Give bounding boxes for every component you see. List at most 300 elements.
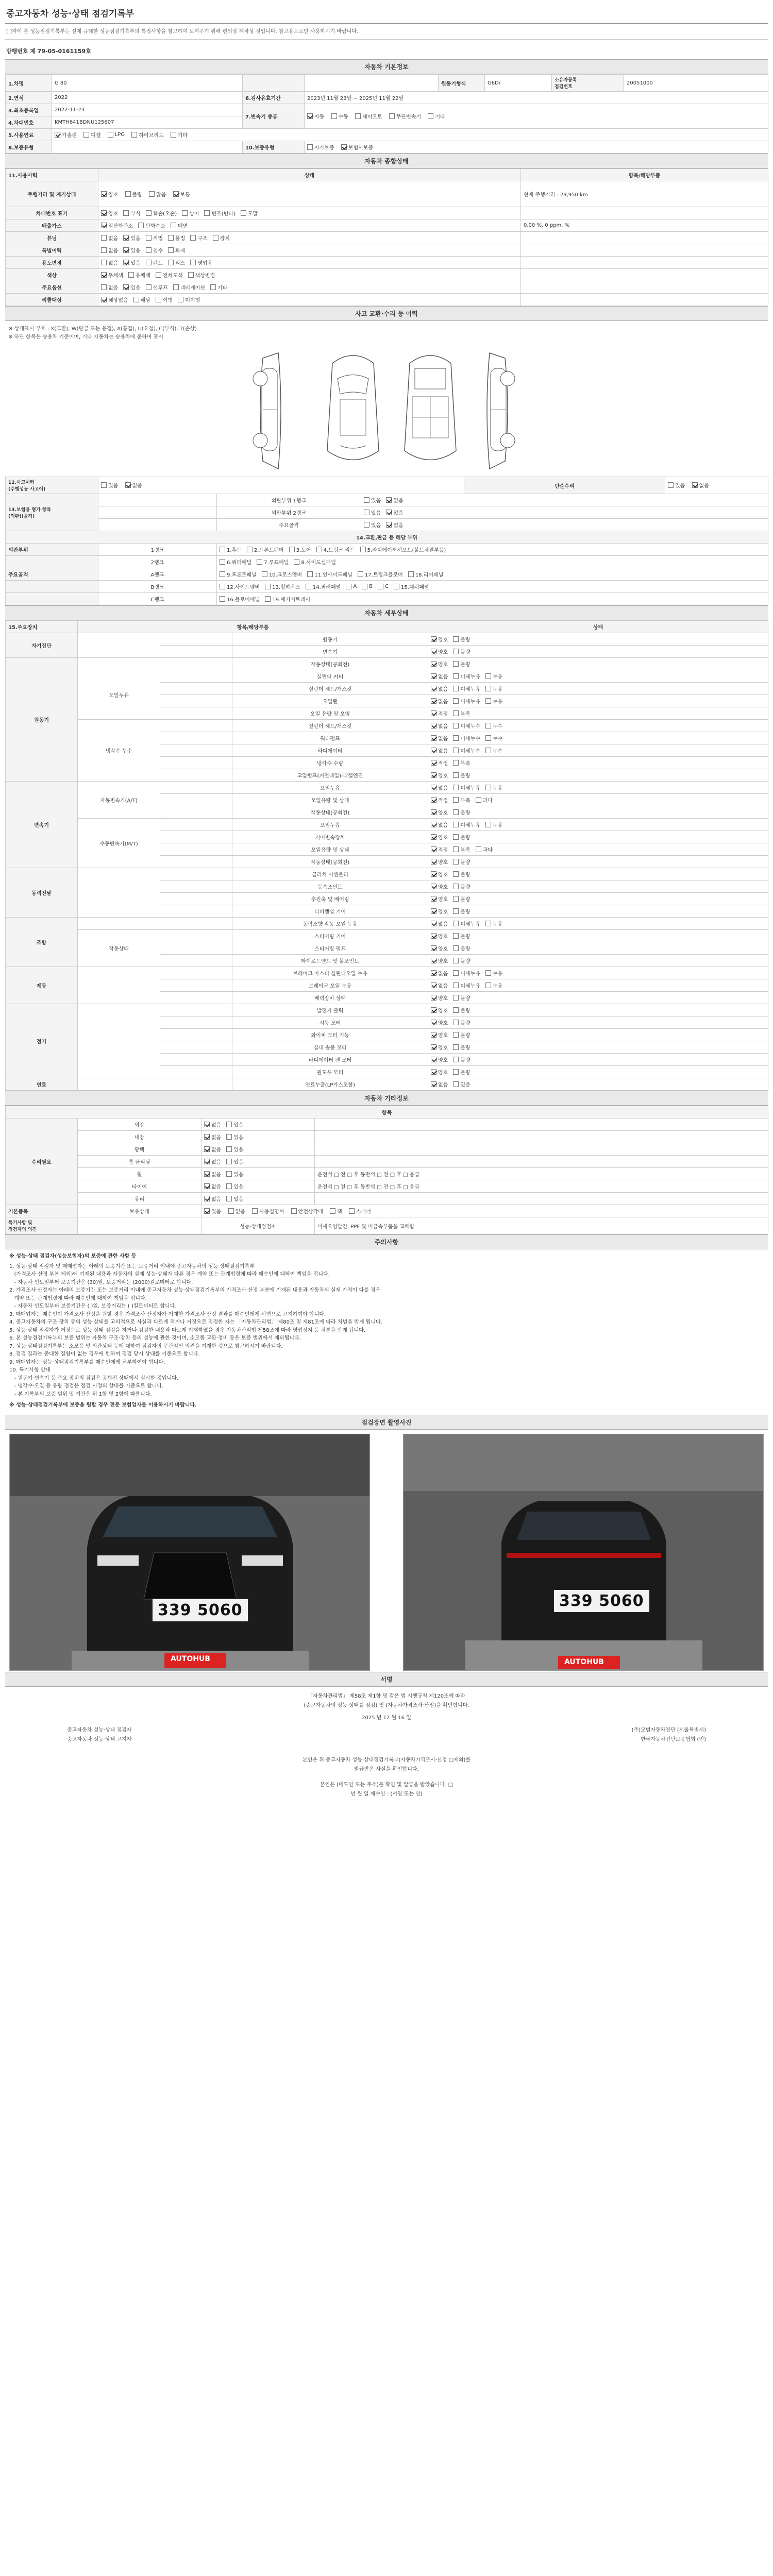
detail-spacer [160,1054,232,1066]
detail-checkbox[interactable] [431,797,436,803]
other-checkbox-yes[interactable] [226,1171,232,1177]
accident-options: 있음 없음 [98,477,464,494]
other-checkbox-yes[interactable] [226,1196,232,1201]
car-name-value: G 80 [52,75,243,92]
overall-row-options: 일산화탄소 탄화수소 매연 [98,219,521,232]
detail-checkbox[interactable] [485,723,491,728]
other-checkbox-yes[interactable] [226,1159,232,1164]
overall-3-checkbox-0[interactable] [101,247,107,253]
detail-checkbox[interactable] [431,1081,436,1087]
parts-items: 16.플로어패널 19.패키지트레이 [217,593,768,605]
overall-6-checkbox-3[interactable] [173,284,179,290]
overall-row-value [521,207,768,219]
detail-checkbox[interactable] [453,785,459,790]
other-checkbox-yes[interactable] [226,1183,232,1189]
detail-checkbox[interactable] [431,673,436,679]
detail-status: 없음 미세누유 누유 [428,670,768,683]
checkbox-manual[interactable] [331,113,337,119]
detail-checkbox[interactable] [485,673,491,679]
detail-checkbox[interactable] [431,661,436,667]
detail-checkbox[interactable] [453,1081,459,1087]
overall-row-label: 차대번호 표기 [6,207,98,219]
caution-line: 7. 성능·상태점검기록부는 소모품 및 외관상태 등에 대하여 점검자의 주관적인 의견을 기재한 것으로 참고하시기 바랍니다. [9,1343,283,1349]
detail-checkbox[interactable] [453,723,459,728]
other-checkbox-yes[interactable] [226,1122,232,1127]
detail-checkbox[interactable] [431,1069,436,1075]
overall-1-checkbox-1[interactable] [138,223,144,228]
overall-1-checkbox-0[interactable] [101,223,107,228]
section-detail-title: 자동차 세부상태 [5,605,768,620]
detail-checkbox[interactable] [453,698,459,704]
overall-row-options: 없음 있음 렌트 리스 영업용 [98,257,521,269]
detail-checkbox[interactable] [431,871,436,877]
detail-checkbox[interactable] [453,871,459,877]
detail-checkbox[interactable] [453,673,459,679]
detail-checkbox[interactable] [453,945,459,951]
overall-0-checkbox-3[interactable] [182,210,188,216]
overall-4-checkbox-4[interactable] [190,260,196,265]
overall-6-checkbox-2[interactable] [146,284,152,290]
overall-7-checkbox-3[interactable] [178,297,183,302]
detail-group: 전기 [6,1004,78,1078]
checkbox-hybrid[interactable] [131,132,137,138]
overall-2-checkbox-2[interactable] [146,235,152,241]
detail-spacer [160,1016,232,1029]
detail-checkbox[interactable] [453,884,459,889]
detail-spacer [160,1078,232,1091]
photo-front [9,1434,370,1671]
basic-items-label: 기본품목 [6,1205,78,1217]
detail-part: 등속조인트 [232,880,428,893]
detail-checkbox[interactable] [453,1069,459,1075]
part-checkbox[interactable] [220,547,225,552]
detail-checkbox[interactable] [431,1044,436,1050]
detail-checkbox[interactable] [431,636,436,642]
detail-subgroup [78,918,160,930]
part-checkbox[interactable] [360,547,366,552]
checkbox-rank1-no[interactable] [386,497,392,503]
detail-status: 양호 불량 [428,955,768,967]
detail-checkbox[interactable] [485,748,491,753]
other-checkbox-no[interactable] [204,1159,210,1164]
detail-checkbox[interactable] [431,1020,436,1025]
checkbox-frame-yes[interactable] [364,522,369,528]
front-car-illustration [10,1434,370,1671]
other-options: 없음 있음 [201,1168,315,1180]
detail-checkbox[interactable] [431,921,436,926]
overall-5-checkbox-2[interactable] [156,272,161,278]
detail-checkbox[interactable] [453,797,459,803]
detail-checkbox[interactable] [453,772,459,778]
detail-group: 조향 [6,918,78,967]
detail-part: 고압펌프(커먼레일)-디젤엔진 [232,769,428,782]
overall-4-checkbox-3[interactable] [168,260,174,265]
simple-repair-label: 단순수리 [464,477,665,494]
detail-status: 적정 부족 과다 [428,843,768,856]
detail-checkbox[interactable] [431,748,436,753]
detail-checkbox[interactable] [431,772,436,778]
part-checkbox[interactable] [306,584,311,589]
checkbox-rank2-yes[interactable] [364,510,369,515]
checkbox-accident-yes[interactable] [101,482,107,488]
overall-7-checkbox-2[interactable] [156,297,161,302]
overall-7-checkbox-0[interactable] [101,297,107,302]
parts-group [6,556,98,568]
caution-line: - 냉각수·오일 등 유량 점검은 점검 시점의 상태를 기준으로 합니다. [9,1383,164,1389]
other-item: 외장 [78,1118,201,1131]
overall-6-checkbox-4[interactable] [210,284,216,290]
detail-checkbox[interactable] [453,1007,459,1013]
overall-2-checkbox-5[interactable] [213,235,219,241]
detail-checkbox[interactable] [485,698,491,704]
detail-part: 연료누출(LP가스포함) [232,1078,428,1091]
part-checkbox[interactable] [307,571,313,577]
other-options: 없음 있음 [201,1143,315,1156]
detail-checkbox[interactable] [485,822,491,827]
detail-status: 양호 불량 [428,880,768,893]
detail-checkbox[interactable] [431,933,436,939]
overall-0-checkbox-4[interactable] [204,210,210,216]
detail-checkbox[interactable] [485,686,491,691]
detail-checkbox[interactable] [431,834,436,840]
detail-status: 양호 불량 [428,942,768,955]
part-checkbox[interactable] [346,584,351,589]
other-checkbox-no[interactable] [204,1183,210,1189]
other-checkbox-yes[interactable] [226,1146,232,1152]
other-item: 룸 클리닝 [78,1156,201,1168]
detail-checkbox[interactable] [485,735,491,741]
checkbox-accident-no[interactable] [125,482,131,488]
detail-spacer [160,955,232,967]
detail-subgroup [78,658,160,670]
detail-checkbox[interactable] [453,735,459,741]
detail-part: 오일팬 [232,695,428,707]
checkbox-mileage-many[interactable] [149,191,155,197]
caution-line: 3. 매매업자는 매수인이 가격조사·산정을 원할 경우 가격조사·산정자가 기재한 가격조사·산정 결과를 매수인에게 서면으로 고지하여야 합니다. [9,1311,326,1317]
detail-checkbox[interactable] [476,846,481,852]
part-checkbox[interactable] [294,559,299,565]
detail-checkbox[interactable] [485,785,491,790]
other-extra [315,1156,768,1168]
part-checkbox[interactable] [394,584,399,589]
detail-group: 원동기 [6,658,78,782]
other-checkbox-yes[interactable] [226,1134,232,1140]
detail-checkbox[interactable] [453,970,459,976]
part-checkbox[interactable] [220,559,225,565]
detail-checkbox[interactable] [431,1057,436,1062]
part-checkbox[interactable] [220,571,225,577]
detail-checkbox[interactable] [453,1020,459,1025]
inspection-validity-label: 6.검사유효기간 [243,92,305,104]
detail-checkbox[interactable] [453,859,459,865]
detail-checkbox[interactable] [485,970,491,976]
part-checkbox[interactable] [220,596,225,602]
caution-line: 6. 본 성능점검기록부의 보증 범위는 자동차 구조·장치 등의 성능에 관한 것이며, 소모품 교환·정비 등은 보증 범위에서 제외됩니다. [9,1335,301,1341]
detail-part: 브레이크 마스터 실린더오일 누유 [232,967,428,979]
detail-status: 양호 불량 [428,658,768,670]
detail-checkbox[interactable] [431,686,436,691]
detail-checkbox[interactable] [431,958,436,963]
detail-checkbox[interactable] [453,846,459,852]
detail-head-item: 항목/해당부품 [78,621,428,633]
owner-number-label: 소유자등록 점검번호 [552,75,624,92]
detail-checkbox[interactable] [485,982,491,988]
checkbox-self-warranty[interactable] [307,144,313,150]
detail-status: 없음 미세누수 누수 [428,744,768,757]
car-left-side-view [253,353,281,469]
checkbox-rank1-yes[interactable] [364,497,369,503]
warranty-type-label: 8.보증유형 [6,141,52,154]
detail-spacer [160,794,232,806]
overall-row-options: 없음 있음 선루프 네비게이션 기타 [98,281,521,294]
overall-0-checkbox-2[interactable] [146,210,152,216]
part-checkbox[interactable] [247,547,253,552]
overall-row-options: 양호 부식 훼손(오손) 상이 변조(변타) 도말 [98,207,521,219]
detail-part: 오일유량 및 상태 [232,794,428,806]
detail-spacer [160,1041,232,1054]
detail-checkbox[interactable] [453,921,459,926]
detail-checkbox[interactable] [431,884,436,889]
overall-0-checkbox-5[interactable] [241,210,246,216]
caution-line: - 자동차 인도일부터 보증기간은 ( )일, 보증거리는 ( )킬로미터로 합니다. [9,1303,177,1309]
checkbox-simple-repair-yes[interactable] [668,482,674,488]
overall-3-checkbox-1[interactable] [123,247,129,253]
detail-checkbox[interactable] [431,970,436,976]
checkbox-diesel[interactable] [83,132,89,138]
model-year-label: 2.연식 [6,92,52,104]
overall-4-checkbox-2[interactable] [146,260,152,265]
detail-checkbox[interactable] [453,1044,459,1050]
overall-3-checkbox-2[interactable] [146,247,152,253]
detail-checkbox[interactable] [453,908,459,914]
part-checkbox[interactable] [316,547,322,552]
first-registration-value: 2022-11-23 [52,104,243,116]
overall-0-checkbox-0[interactable] [101,210,107,216]
parts-group: 외판부위 [6,544,98,556]
warranty-options: 자가보증 보험사보증 [305,141,768,154]
detail-part: 워터펌프 [232,732,428,744]
overall-0-checkbox-1[interactable] [123,210,129,216]
other-checkbox-no[interactable] [204,1196,210,1201]
section-basic-info-title: 자동차 기본정보 [5,59,768,74]
checkbox-mileage-good[interactable] [101,191,107,197]
detail-checkbox[interactable] [453,809,459,815]
checkbox-lpg[interactable] [108,132,113,138]
detail-checkbox[interactable] [453,896,459,902]
caution-line: 1. 성능·상태 점검자 및 매매업자는 아래의 보증기간 또는 보증거리 이내에 중고자동차의 성능·상태점검기록부 [9,1263,255,1269]
parts-group [6,593,98,605]
section-other-title: 자동차 기타정보 [5,1091,768,1106]
checkbox-triangle[interactable] [291,1208,297,1214]
checkbox-insurance-warranty[interactable] [341,144,347,150]
detail-status: 적정 부족 과다 [428,794,768,806]
detail-checkbox[interactable] [453,748,459,753]
overall-row-value [521,244,768,257]
detail-checkbox[interactable] [431,723,436,728]
part-checkbox[interactable] [289,547,295,552]
part-checkbox[interactable] [358,571,363,577]
checkbox-mileage-bad[interactable] [125,191,131,197]
detail-checkbox[interactable] [431,822,436,827]
part-checkbox[interactable] [257,559,262,565]
detail-checkbox[interactable] [431,1007,436,1013]
detail-checkbox[interactable] [431,710,436,716]
detail-subgroup [78,633,160,658]
checkbox-frame-no[interactable] [386,522,392,528]
part-checkbox[interactable] [265,584,271,589]
checkbox-cvt[interactable] [389,113,395,119]
detail-subgroup [78,868,160,918]
overall-6-checkbox-0[interactable] [101,284,107,290]
detail-checkbox[interactable] [431,735,436,741]
parts-items: 1.후드 2.프론트펜더 3.도어 4.트렁크 리드 5.라디에이터서포트(볼트체결부품) [217,544,768,556]
detail-checkbox[interactable] [431,698,436,704]
detail-checkbox[interactable] [453,636,459,642]
other-checkbox-no[interactable] [204,1171,210,1177]
detail-checkbox[interactable] [453,661,459,667]
checkbox-basic-no[interactable] [228,1208,234,1214]
detail-checkbox[interactable] [431,908,436,914]
detail-subgroup: 오일누유 [78,670,160,720]
overall-row-options: 해당없음 해당 이행 미이행 [98,294,521,306]
checkbox-mileage-normal[interactable] [173,191,179,197]
inspector-label: 중고자동차 성능·상태 점검자 [67,1727,132,1733]
buyer-signature-line: 년 월 일 매수인 : (서명 또는 인) [350,1791,423,1797]
detail-checkbox[interactable] [453,1057,459,1062]
detail-checkbox[interactable] [453,1032,459,1038]
detail-subgroup [78,1004,160,1078]
parts-rank: B랭크 [98,581,217,593]
checkbox-simple-repair-no[interactable] [692,482,698,488]
other-checkbox-no[interactable] [204,1122,210,1127]
detail-checkbox[interactable] [453,760,459,766]
detail-spacer [160,918,232,930]
caution-line: 5. 성능·상태 점검자가 거짓으로 성능·상태 점검을 하거나 점검한 내용과 다르게 기재하였을 경우 자동차관리법 제58조에 따라 영업정지 등 처분을 받게 됩니다. [9,1327,366,1333]
detail-status: 양호 불량 [428,1066,768,1078]
detail-status: 없음 있음 [428,1078,768,1091]
detail-part: 실린더 헤드/개스킷 [232,720,428,732]
overall-row-label: 튜닝 [6,232,98,244]
part-checkbox[interactable] [220,584,225,589]
overall-5-checkbox-3[interactable] [188,272,194,278]
car-name-label: 1.차명 [6,75,52,92]
detail-checkbox[interactable] [431,896,436,902]
basic-items-options: 있음 없음 사용설명서 안전삼각대 잭 스패너 [201,1205,768,1217]
detail-checkbox[interactable] [453,982,459,988]
overall-2-checkbox-4[interactable] [190,235,196,241]
detail-checkbox[interactable] [453,958,459,963]
detail-checkbox[interactable] [453,933,459,939]
checkbox-basic-yes[interactable] [204,1208,210,1214]
detail-part: 윈도우 모터 [232,1066,428,1078]
overall-3-checkbox-3[interactable] [168,247,174,253]
detail-checkbox[interactable] [453,822,459,827]
detail-checkbox[interactable] [431,1032,436,1038]
detail-status: 없음 미세누유 누유 [428,918,768,930]
overall-row-options: 무채색 유채색 전체도색 색상변경 [98,269,521,281]
detail-checkbox[interactable] [453,649,459,654]
other-group: 수리필요 [6,1118,78,1205]
detail-spacer [160,1004,232,1016]
detail-status: 적정 부족 [428,757,768,769]
detail-spacer [160,979,232,992]
rear-license-plate: 339 5060 [553,1589,650,1613]
detail-checkbox[interactable] [431,846,436,852]
part-checkbox[interactable] [362,584,367,589]
detail-checkbox[interactable] [431,995,436,1001]
warranty-type-label-2: 10.보증유형 [243,141,305,154]
checkbox-jack[interactable] [330,1208,335,1214]
checkbox-semi-auto[interactable] [355,113,361,119]
mileage-label: 주행거리 및 계기상태 [6,181,98,207]
detail-checkbox[interactable] [485,921,491,926]
overall-2-checkbox-1[interactable] [123,235,129,241]
other-checkbox-no[interactable] [204,1134,210,1140]
detail-checkbox[interactable] [431,649,436,654]
detail-checkbox[interactable] [431,785,436,790]
overall-2-checkbox-3[interactable] [168,235,174,241]
overall-5-checkbox-1[interactable] [128,272,134,278]
checkbox-auto[interactable] [307,113,313,119]
detail-part: 와이퍼 모터 기능 [232,1029,428,1041]
detail-checkbox[interactable] [453,710,459,716]
overall-4-checkbox-0[interactable] [101,260,107,265]
detail-spacer [160,683,232,695]
overall-1-checkbox-2[interactable] [171,223,176,228]
overall-7-checkbox-1[interactable] [133,297,139,302]
overall-2-checkbox-0[interactable] [101,235,107,241]
detail-checkbox[interactable] [431,859,436,865]
detail-checkbox[interactable] [453,686,459,691]
detail-checkbox[interactable] [453,995,459,1001]
detail-checkbox[interactable] [431,945,436,951]
overall-4-checkbox-1[interactable] [123,260,129,265]
part-checkbox[interactable] [262,571,267,577]
part-checkbox[interactable] [265,596,271,602]
caution-line: 4. 중고자동차의 구조·장치 등의 성능·상태를 고의적으로 사실과 다르게 적거나 거짓으로 점검한 자는 「자동차관리법」 제80조 및 제81조에 따라 처벌을 받게 됩니다. [9,1319,382,1325]
detail-head-status: 상태 [428,621,768,633]
detail-status: 없음 미세누유 누유 [428,782,768,794]
transmission-options: 자동 수동 세미오토 무단변속기 기타 [305,104,768,129]
part-checkbox[interactable] [408,571,414,577]
detail-part: 라디에이터 [232,744,428,757]
checkbox-fuel-other[interactable] [171,132,176,138]
overall-5-checkbox-0[interactable] [101,272,107,278]
detail-subgroup: 냉각수 누수 [78,720,160,782]
detail-checkbox[interactable] [453,834,459,840]
checkbox-gasoline[interactable] [55,132,60,138]
opinion-label: 특기사항 및 점검자의 의견 [6,1217,78,1234]
checkbox-manual-book[interactable] [252,1208,258,1214]
detail-checkbox[interactable] [431,760,436,766]
overall-6-checkbox-1[interactable] [123,284,129,290]
detail-spacer [160,880,232,893]
detail-group: 변속기 [6,782,78,868]
checkbox-spanner[interactable] [349,1208,355,1214]
other-checkbox-no[interactable] [204,1146,210,1152]
checkbox-rank2-no[interactable] [386,510,392,515]
opinion-value: 미세오염발견, PPF 및 비금속부품을 교체함 [315,1217,768,1234]
detail-status: 없음 미세누유 누유 [428,819,768,831]
detail-checkbox[interactable] [431,809,436,815]
fuel-options: 가솔린 디젤 LPG 하이브리드 기타 [52,129,768,141]
part-checkbox[interactable] [378,584,383,589]
detail-checkbox[interactable] [431,982,436,988]
checkbox-trans-other[interactable] [428,113,433,119]
overall-head-status: 상태 [98,169,521,181]
detail-checkbox[interactable] [476,797,481,803]
detail-part: 배력장치 상태 [232,992,428,1004]
